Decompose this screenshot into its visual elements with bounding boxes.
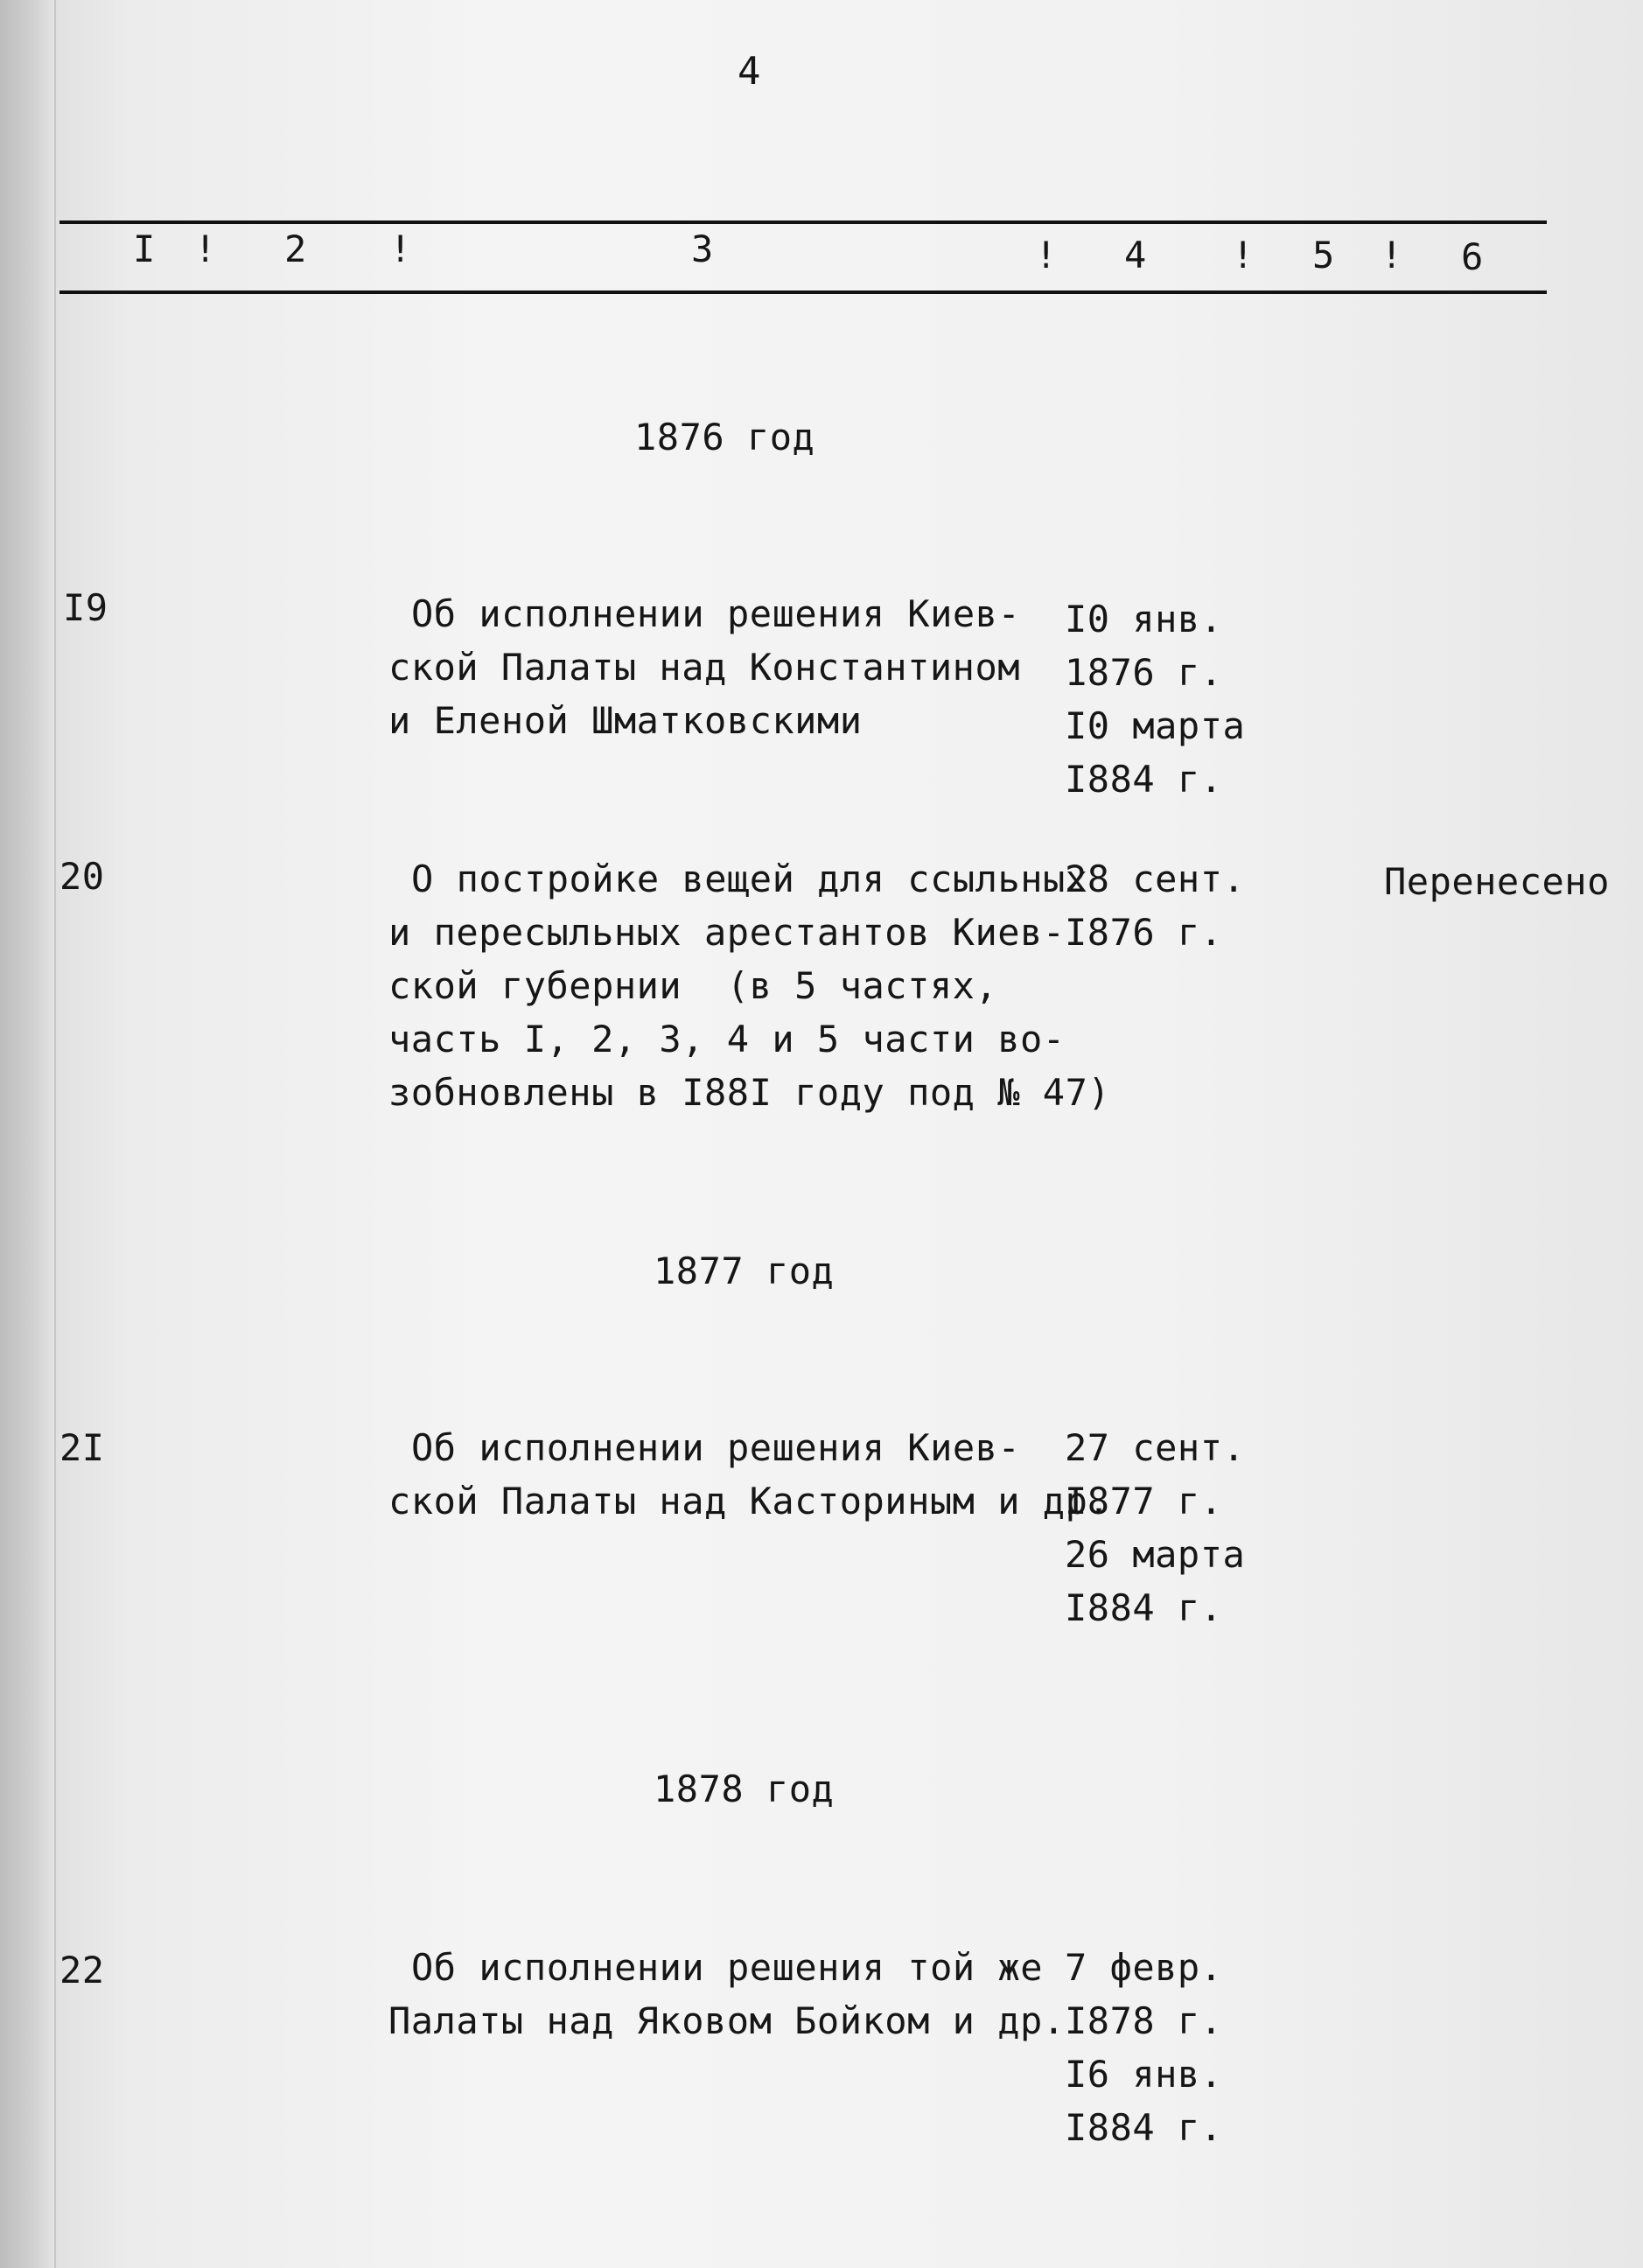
entry-date: 27 сент. [1065, 1426, 1246, 1469]
column-separator: ! [1232, 234, 1255, 276]
entry-title-line: ской губернии (в 5 частях, [388, 964, 998, 1007]
column-header-4: 4 [1124, 234, 1147, 276]
year-heading-1877: 1877 год [654, 1250, 835, 1292]
column-header-5: 5 [1312, 234, 1335, 276]
entry-date: 26 марта [1065, 1533, 1246, 1576]
entry-title-line: О постройке вещей для ссыльных [411, 858, 1088, 900]
header-top-rule [59, 220, 1547, 224]
entry-date: 1876 г. [1065, 651, 1223, 694]
header-bottom-rule [59, 290, 1547, 294]
entry-title-line: и пересыльных арестантов Киев- [388, 911, 1066, 954]
column-separator: ! [389, 228, 412, 270]
entry-date: I0 янв. [1065, 598, 1223, 640]
year-heading-1878: 1878 год [654, 1768, 835, 1810]
column-header-3: 3 [691, 228, 714, 270]
entry-date: I884 г. [1065, 758, 1223, 801]
entry-title-line: Об исполнении решения Киев- [411, 1426, 1021, 1469]
entry-date: 7 февр. [1065, 1946, 1223, 1989]
entry-date: I0 марта [1065, 704, 1246, 747]
year-heading-1876: 1876 год [634, 416, 815, 458]
entry-title-line: зобновлены в I88I году под № 47) [388, 1071, 1111, 1114]
column-header-1: I [133, 228, 156, 270]
entry-title-line: и Еленой Шматковскими [388, 699, 863, 742]
entry-date: I877 г. [1065, 1480, 1223, 1522]
entry-date: I878 г. [1065, 1999, 1223, 2042]
column-header-2: 2 [284, 228, 307, 270]
entry-note: Перенесено [1384, 860, 1610, 903]
page-binding-edge [0, 0, 56, 2268]
entry-date: 28 сент. [1065, 858, 1246, 900]
column-header-6: 6 [1461, 235, 1484, 278]
entry-number: I9 [63, 586, 108, 629]
column-separator: ! [1035, 234, 1058, 276]
entry-date: I884 г. [1065, 2106, 1223, 2149]
entry-date: I876 г. [1065, 911, 1223, 954]
entry-date: I6 янв. [1065, 2053, 1223, 2096]
entry-title-line: Об исполнении решения Киев- [411, 592, 1021, 635]
column-separator: ! [1381, 234, 1403, 276]
entry-title-line: ской Палаты над Константином [388, 646, 1021, 689]
entry-title-line: Об исполнении решения той же [411, 1946, 1044, 1989]
entry-title-line: часть I, 2, 3, 4 и 5 части во- [388, 1018, 1066, 1060]
entry-title-line: Палаты над Яковом Бойком и др. [388, 1999, 1066, 2042]
entry-title-line: ской Палаты над Касториным и др. [388, 1480, 1111, 1522]
entry-number: 20 [59, 855, 105, 898]
entry-number: 22 [59, 1949, 105, 1992]
entry-number: 2I [59, 1426, 105, 1469]
entry-date: I884 г. [1065, 1586, 1223, 1629]
page-number: 4 [738, 49, 761, 94]
column-separator: ! [194, 228, 217, 270]
